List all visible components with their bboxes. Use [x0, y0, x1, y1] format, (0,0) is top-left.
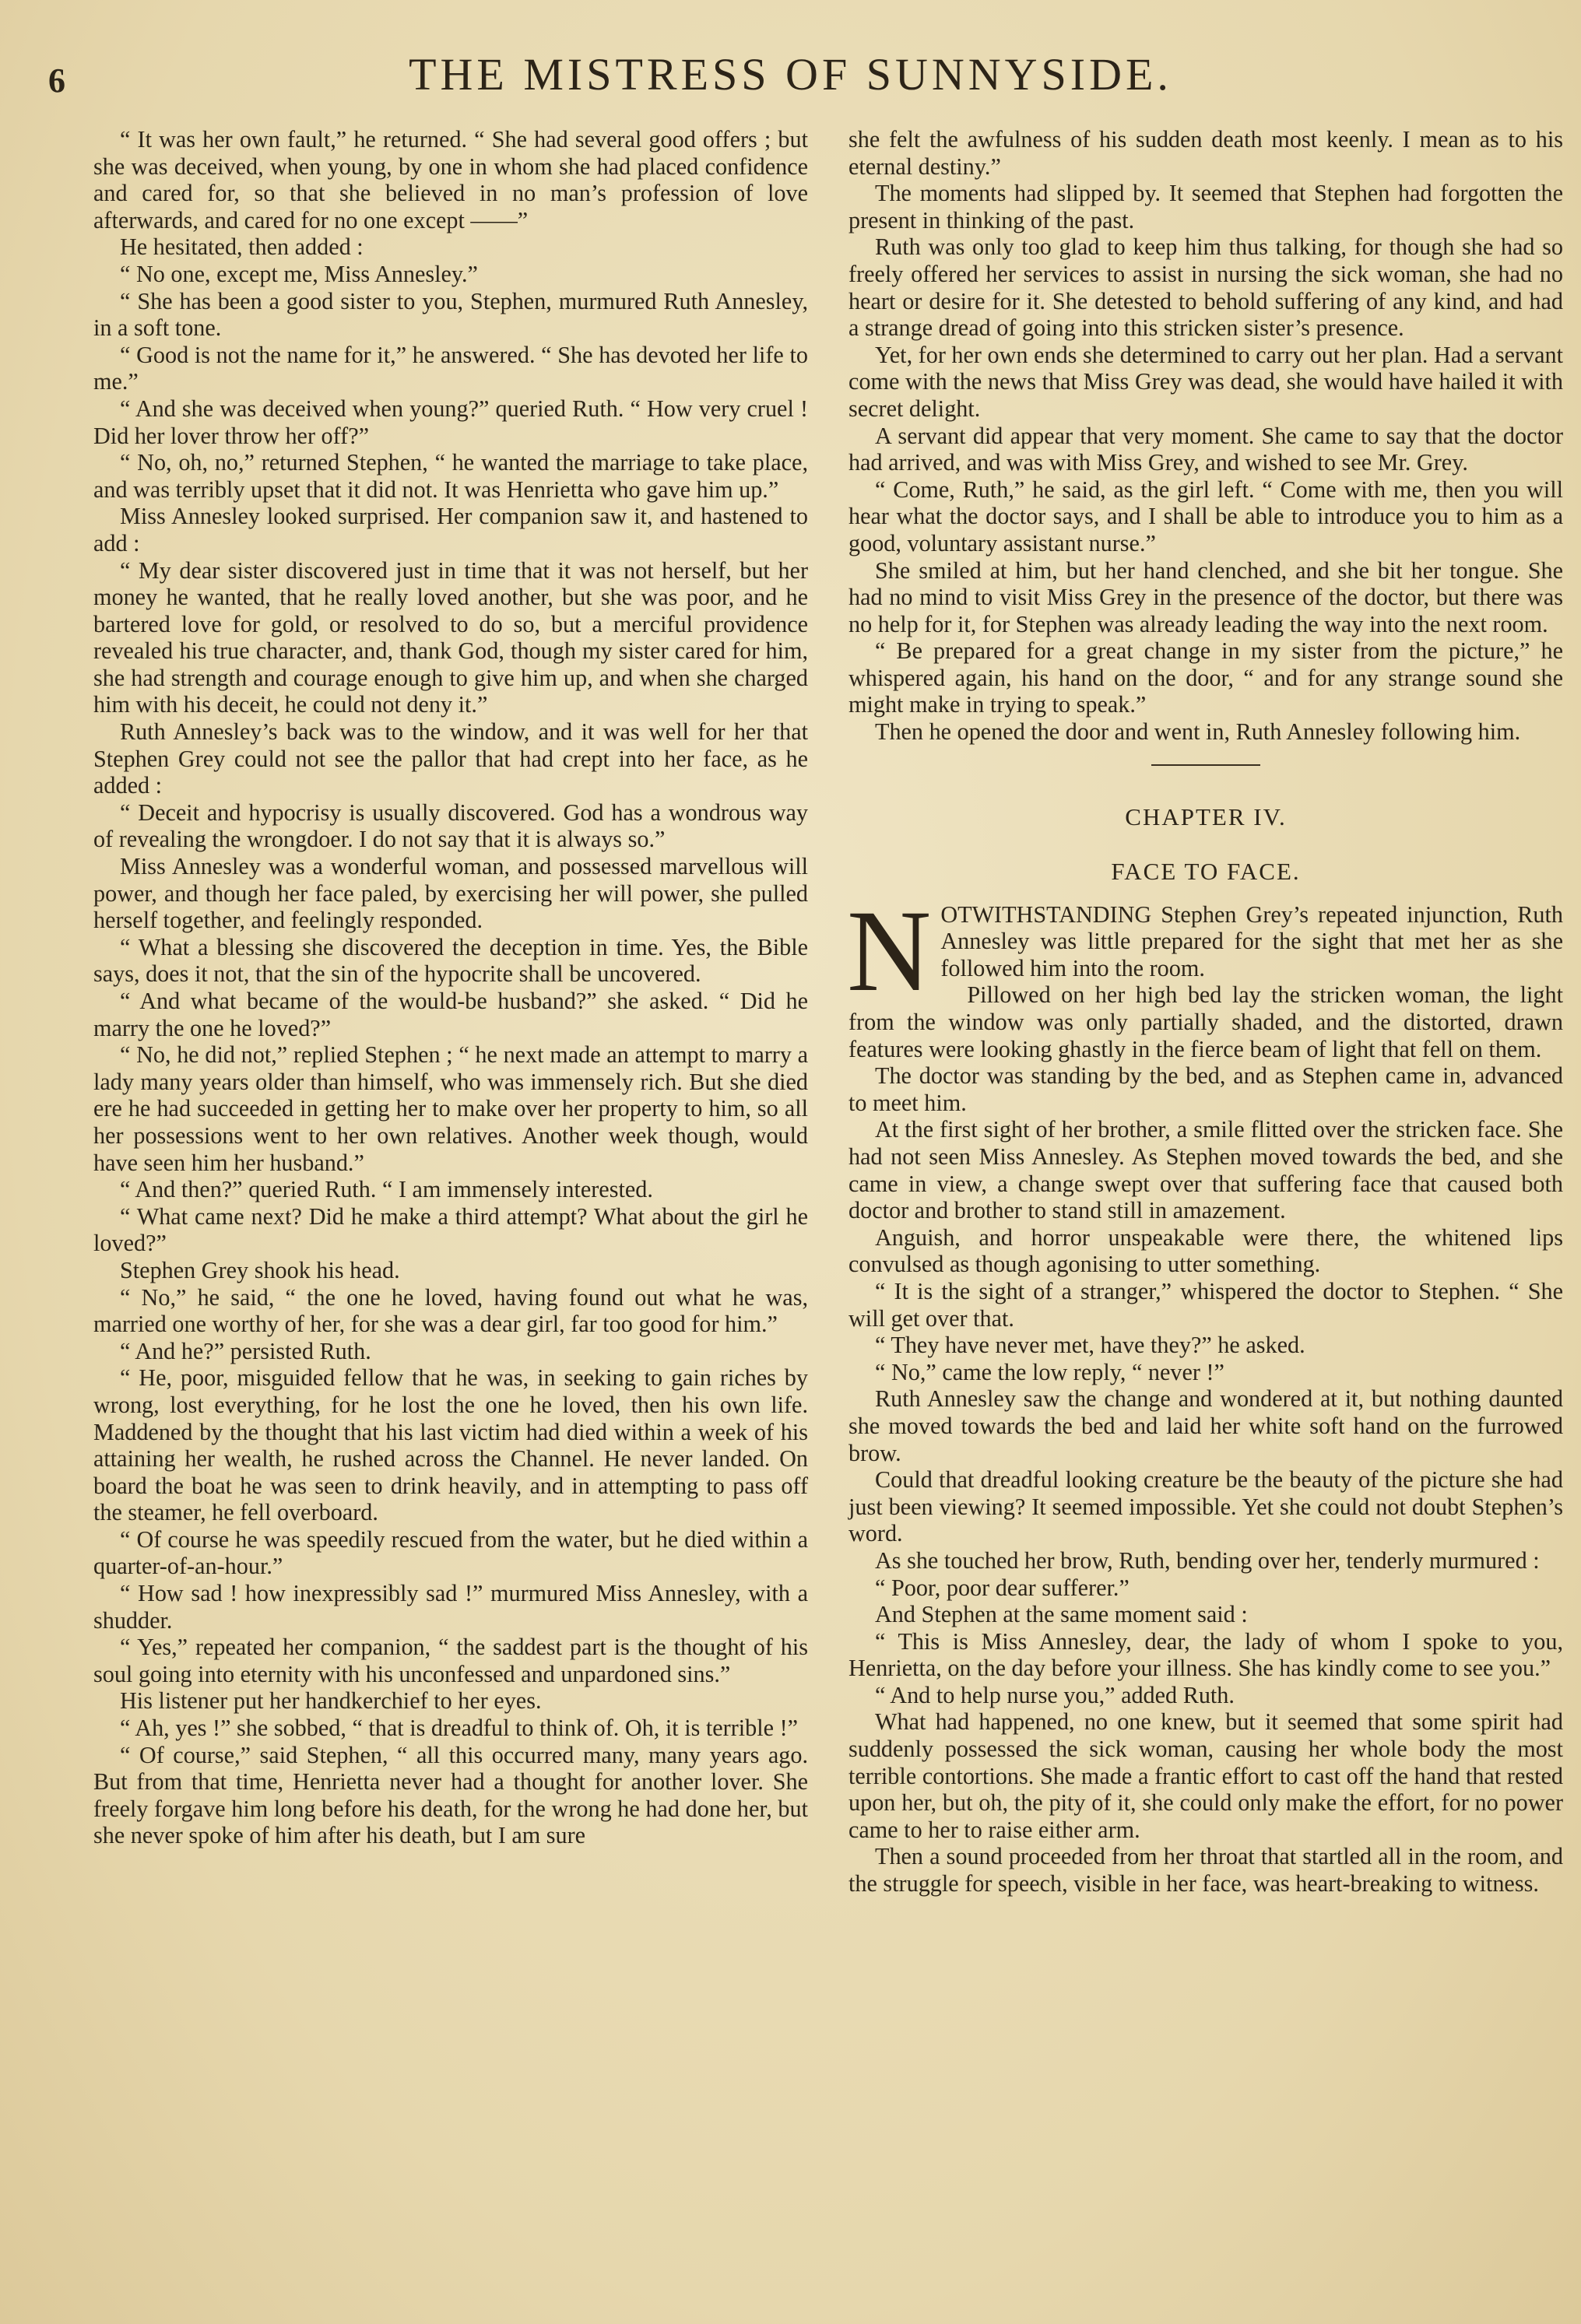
- paragraph: “ This is Miss Annesley, dear, the lady of whom I spoke to you, Henrietta, on the day before your illness. She has kindly come to see you.”: [848, 1627, 1563, 1682]
- paragraph: “ Deceit and hypocrisy is usually discovered. God has a wondrous way of revealing the wrongdoer. I do not say that it is always so.”: [93, 799, 808, 853]
- paragraph: “ What a blessing she discovered the deception in time. Yes, the Bible says, does it not, that the sin of the hypocrite shall be uncovered.: [93, 933, 808, 988]
- paragraph: Ruth Annesley saw the change and wondered at it, but nothing daunted she moved towards the bed and laid her white soft hand on the furrowed brow.: [848, 1385, 1563, 1466]
- paragraph: “ No,” came the low reply, “ never !”: [875, 1358, 1224, 1385]
- paragraph: she felt the awfulness of his sudden death most keenly. I mean as to his eternal destiny.”: [848, 126, 1563, 180]
- paragraph: “ She has been a good sister to you, Stephen, murmured Ruth Annesley, in a soft tone.: [93, 287, 808, 342]
- paragraph: “ No, he did not,” replied Stephen ; “ he next made an attempt to marry a lady many years older than himself, who was immensely rich. But she died ere he had succeeded in getting her to make over her property to him, so all her possessions went to her own relatives. Another week though, would have seen him her husband.”: [93, 1041, 808, 1176]
- paragraph: His listener put her handkerchief to her eyes.: [120, 1687, 542, 1715]
- paragraph: “ And then?” queried Ruth. “ I am immensely interested.: [120, 1176, 653, 1203]
- paragraph: “ It was her own fault,” he returned. “ She had several good offers ; but she was deceived, when young, by one in whom she had placed confidence and cared for, so that she believed in no man’s profession of love afterwards, and cared for no one except ——”: [93, 126, 808, 233]
- paragraph: Pillowed on her high bed lay the stricken woman, the light from the window was only partially shaded, and the distorted, drawn features were looking ghastly in the fierce beam of light that fell on them.: [848, 981, 1563, 1062]
- paragraph: Could that dreadful looking creature be the beauty of the picture she had just been viewing? It seemed impossible. Yet she could not doubt Stephen’s word.: [848, 1466, 1563, 1547]
- paragraph: Stephen Grey shook his head.: [120, 1256, 400, 1283]
- paragraph: Then he opened the door and went in, Ruth Annesley following him.: [875, 718, 1521, 746]
- paragraph: Ruth Annesley’s back was to the window, and it was well for her that Stephen Grey could not see the pallor that had crept into her face, as he added :: [93, 718, 808, 799]
- paragraph: “ No, oh, no,” returned Stephen, “ he wanted the marriage to take place, and was terribly upset that it did not. It was Henrietta who gave him up.”: [93, 449, 808, 503]
- paragraph: Anguish, and horror unspeakable were there, the whitened lips convulsed as though agonising to utter something.: [848, 1223, 1563, 1278]
- paragraph: “ Of course he was speedily rescued from the water, but he died within a quarter-of-an-hour.”: [93, 1525, 808, 1580]
- right-column-top: [848, 126, 1563, 746]
- paragraph: “ How sad ! how inexpressibly sad !” murmured Miss Annesley, with a shudder.: [93, 1580, 808, 1634]
- paragraph: “ They have never met, have they?” he asked.: [875, 1332, 1305, 1359]
- right-column: [848, 126, 1563, 1897]
- paragraph: A servant did appear that very moment. She came to say that the doctor had arrived, and was with Miss Grey, and wished to see Mr. Grey.: [848, 422, 1563, 476]
- running-head: THE MISTRESS OF SUNNYSIDE.: [409, 49, 1172, 100]
- paragraph: “ And what became of the would-be husband?” she asked. “ Did he marry the one he loved?”: [93, 988, 808, 1041]
- paragraph: “ Of course,” said Stephen, “ all this occurred many, many years ago. But from that time, Henrietta never had a thought for another lover. She freely forgave him long before his death, for the wrong he had done her, but she never spoke of him after his death, but I am sure: [93, 1741, 808, 1849]
- chapter-opening-paragraph: [847, 886, 1563, 1016]
- paragraph: “ No,” he said, “ the one he loved, having found out what he was, married one worthy of her, for she was a dear girl, far too good for him.”: [93, 1283, 808, 1338]
- paragraph: As she touched her brow, Ruth, bending over her, tenderly murmured :: [875, 1546, 1540, 1574]
- chapter-opening-text: OTWITHSTANDING Stephen Grey’s repeated injunction, Ruth Annesley was little prepared for the sight that met her as she followed him into the room.: [940, 900, 1563, 981]
- paragraph: “ And she was deceived when young?” queried Ruth. “ How very cruel ! Did her lover throw her off?”: [93, 395, 808, 449]
- chapter-title: FACE TO FACE.: [1111, 857, 1301, 885]
- paragraph: “ And to help nurse you,” added Ruth.: [875, 1681, 1235, 1708]
- paragraph: Ruth was only too glad to keep him thus talking, for though she had so freely offered her services to assist in nursing the sick woman, she had no heart or desire for it. She detested to behold suffering of any kind, and had a strange dread of going into this stricken sister’s presence.: [848, 233, 1563, 342]
- paragraph: “ Poor, poor dear sufferer.”: [875, 1574, 1130, 1601]
- paragraph: “ Good is not the name for it,” he answered. “ She has devoted her life to me.”: [93, 341, 808, 395]
- paragraph: He hesitated, then added :: [120, 233, 364, 261]
- paragraph: “ What came next? Did he make a third attempt? What about the girl he loved?”: [93, 1202, 808, 1257]
- right-column-bottom: [848, 981, 1563, 1897]
- paragraph: Miss Annesley was a wonderful woman, and possessed marvellous will power, and though her face paled, by exercising her will power, she pulled herself together, and feelingly responded.: [93, 853, 808, 934]
- paragraph: And Stephen at the same moment said :: [875, 1601, 1248, 1628]
- paragraph: “ It is the sight of a stranger,” whispered the doctor to Stephen. “ She will get over that.: [848, 1277, 1563, 1332]
- paragraph: “ Come, Ruth,” he said, as the girl left. “ Come with me, then you will hear what the doctor says, and I shall be able to introduce you to him as a good, voluntary assistant nurse.”: [848, 476, 1563, 556]
- paragraph: “ He, poor, misguided fellow that he was, in seeking to gain riches by wrong, lost everything, for he lost the one he loved, then his own life. Maddened by the thought that his last victim had died within a week of his attaining her wealth, he rushed across the Channel. He never landed. On board the boat he was seen to drink heavily, and in attempting to pass off the steamer, he fell overboard.: [93, 1364, 808, 1526]
- paragraph: The doctor was standing by the bed, and as Stephen came in, advanced to meet him.: [848, 1062, 1563, 1116]
- chapter-number: CHAPTER IV.: [1125, 802, 1287, 830]
- section-divider: [1151, 764, 1260, 766]
- paragraph: Miss Annesley looked surprised. Her companion saw it, and hastened to add :: [93, 503, 808, 556]
- paragraph: The moments had slipped by. It seemed that Stephen had forgotten the present in thinking of the past.: [848, 180, 1563, 233]
- paragraph: At the first sight of her brother, a smile flitted over the stricken face. She had not seen Miss Annesley. As Stephen moved towards the bed, and she came in view, a change swept over that suffering face that caused both doctor and brother to stand still in amazement.: [848, 1116, 1563, 1224]
- paragraph: She smiled at him, but her hand clenched, and she bit her tongue. She had no mind to visit Miss Grey in the presence of the doctor, but there was no help for it, for Stephen was already leading the way into the next room.: [848, 556, 1563, 637]
- paragraph: “ And he?” persisted Ruth.: [120, 1337, 371, 1364]
- left-column: [93, 126, 808, 1849]
- paragraph: Then a sound proceeded from her throat that startled all in the room, and the struggle for speech, visible in her face, was heart-breaking to witness.: [848, 1843, 1563, 1897]
- paragraph: Yet, for her own ends she determined to carry out her plan. Had a servant come with the news that Miss Grey was dead, she would have hailed it with secret delight.: [848, 341, 1563, 422]
- page-number: 6: [48, 61, 65, 100]
- paragraph: “ Be prepared for a great change in my sister from the picture,” he whispered again, his hand on the door, “ and for any strange sound she might make in trying to speak.”: [848, 637, 1563, 718]
- paragraph: “ Ah, yes !” she sobbed, “ that is dreadful to think of. Oh, it is terrible !”: [120, 1715, 799, 1742]
- paragraph: What had happened, no one knew, but it seemed that some spirit had suddenly possessed the sick woman, causing her whole body the most terrible contortions. She made a frantic effort to cast off the hand that rested upon her, but oh, the pity of it, she could only make the effort, for no power came to her to raise either arm.: [848, 1708, 1563, 1843]
- paragraph: “ No one, except me, Miss Annesley.”: [120, 260, 478, 287]
- paragraph: “ Yes,” repeated her companion, “ the saddest part is the thought of his soul going into eternity with his unconfessed and unpardoned sins.”: [93, 1634, 808, 1687]
- paragraph: “ My dear sister discovered just in time that it was not herself, but her money he wanted, that he really loved another, but she was poor, and he bartered love for gold, or resolved to do so, but a merciful providence revealed his true character, and, thank God, though my sister cared for him, she had strength and courage enough to give him up, and when she charged him with his deceit, he could not deny it.”: [93, 556, 808, 718]
- drop-cap-letter: N: [847, 886, 932, 1016]
